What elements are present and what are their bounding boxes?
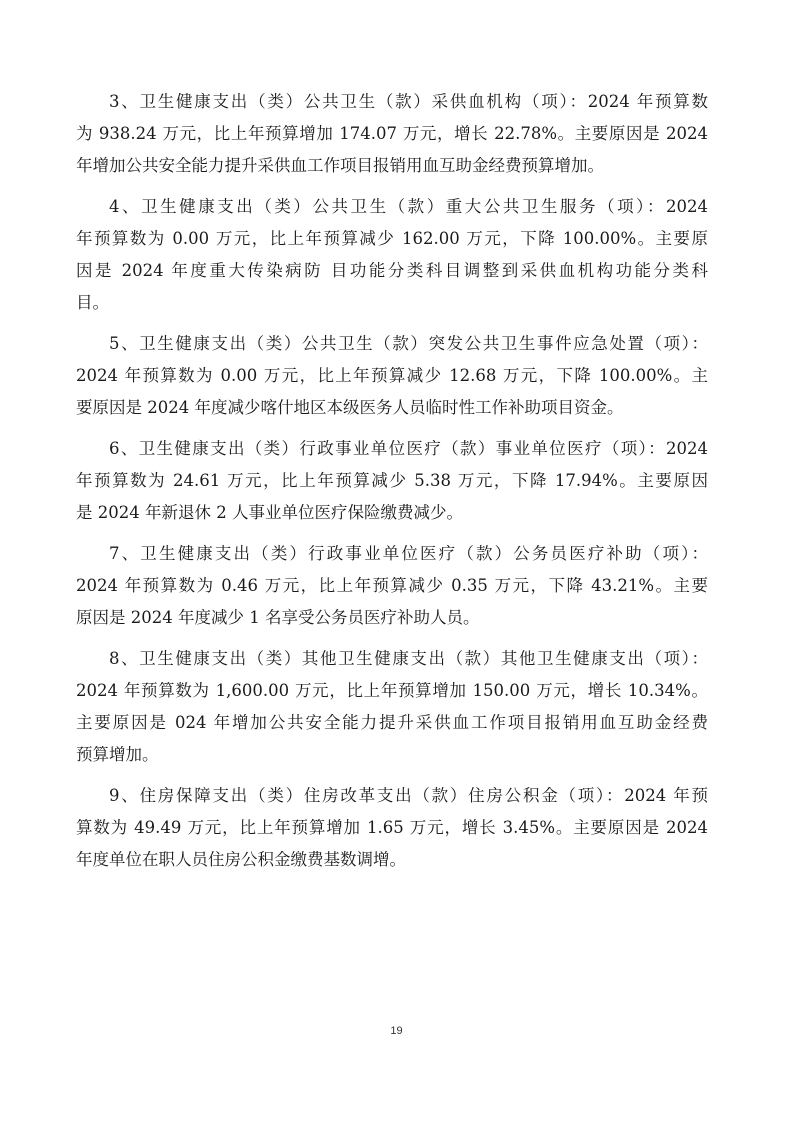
paragraph-item-8 bbox=[76, 643, 708, 771]
text-line: 年预算数为 24.61 万元，比上年预算减少 5.38 万元，下降 17.94%。主要原因 bbox=[76, 471, 708, 490]
text-line: 2024 年预算数为 0.00 万元，比上年预算减少 12.68 万元，下降 100.00%。主 bbox=[76, 366, 708, 385]
text-line: 9、住房保障支出（类）住房改革支出（款）住房公积金（项）：2024 年预 bbox=[109, 786, 708, 805]
text-line: 年度单位在职人员住房公积金缴费基数调增。 bbox=[76, 850, 406, 869]
text-line: 3、卫生健康支出（类）公共卫生（款）采供血机构（项）：2024 年预算数 bbox=[109, 92, 708, 111]
text-line: 7、卫生健康支出（类）行政事业单位医疗（款）公务员医疗补助（项）： bbox=[109, 544, 708, 563]
text-line: 5、卫生健康支出（类）公共卫生（款）突发公共卫生事件应急处置（项）： bbox=[109, 334, 708, 353]
text-line: 算数为 49.49 万元，比上年预算增加 1.65 万元，增长 3.45%。主要原因是 2024 bbox=[76, 818, 708, 837]
text-line: 2024 年预算数为 1,600.00 万元，比上年预算增加 150.00 万元，增长 10.34%。 bbox=[76, 681, 708, 700]
paragraph-item-6 bbox=[76, 433, 708, 529]
text-line: 主要原因是 024 年增加公共安全能力提升采供血工作项目报销用血互助金经费 bbox=[76, 713, 708, 732]
paragraph-item-7 bbox=[76, 538, 708, 634]
text-line: 6、卫生健康支出（类）行政事业单位医疗（款）事业单位医疗（项）：2024 bbox=[109, 439, 708, 458]
text-line: 预算增加。 bbox=[76, 745, 159, 764]
text-line: 因是 2024 年度重大传染病防 目功能分类科目调整到采供血机构功能分类科 bbox=[76, 261, 708, 280]
text-line: 年预算数为 0.00 万元，比上年预算减少 162.00 万元，下降 100.00%。主要原 bbox=[76, 229, 708, 248]
paragraph-item-4 bbox=[76, 191, 708, 319]
text-line: 8、卫生健康支出（类）其他卫生健康支出（款）其他卫生健康支出（项）： bbox=[109, 649, 708, 668]
text-line: 要原因是 2024 年度减少喀什地区本级医务人员临时性工作补助项目资金。 bbox=[76, 398, 624, 417]
text-line: 原因是 2024 年度减少 1 名享受公务员医疗补助人员。 bbox=[76, 608, 480, 627]
text-line: 为 938.24 万元，比上年预算增加 174.07 万元，增长 22.78%。主要原因是 2024 bbox=[76, 124, 708, 143]
text-line: 目。 bbox=[76, 293, 109, 312]
paragraph-item-9 bbox=[76, 780, 708, 876]
page-number: 19 bbox=[390, 1025, 403, 1037]
text-line: 4、卫生健康支出（类）公共卫生（款）重大公共卫生服务（项）：2024 bbox=[109, 197, 708, 216]
paragraph-item-5 bbox=[76, 328, 708, 424]
document-body bbox=[76, 86, 708, 885]
text-line: 2024 年预算数为 0.46 万元，比上年预算减少 0.35 万元，下降 43.21%。主要 bbox=[76, 576, 708, 595]
text-line: 是 2024 年新退休 2 人事业单位医疗保险缴费减少。 bbox=[76, 503, 463, 522]
paragraph-item-3 bbox=[76, 86, 708, 182]
text-line: 年增加公共安全能力提升采供血工作项目报销用血互助金经费预算增加。 bbox=[76, 156, 604, 175]
